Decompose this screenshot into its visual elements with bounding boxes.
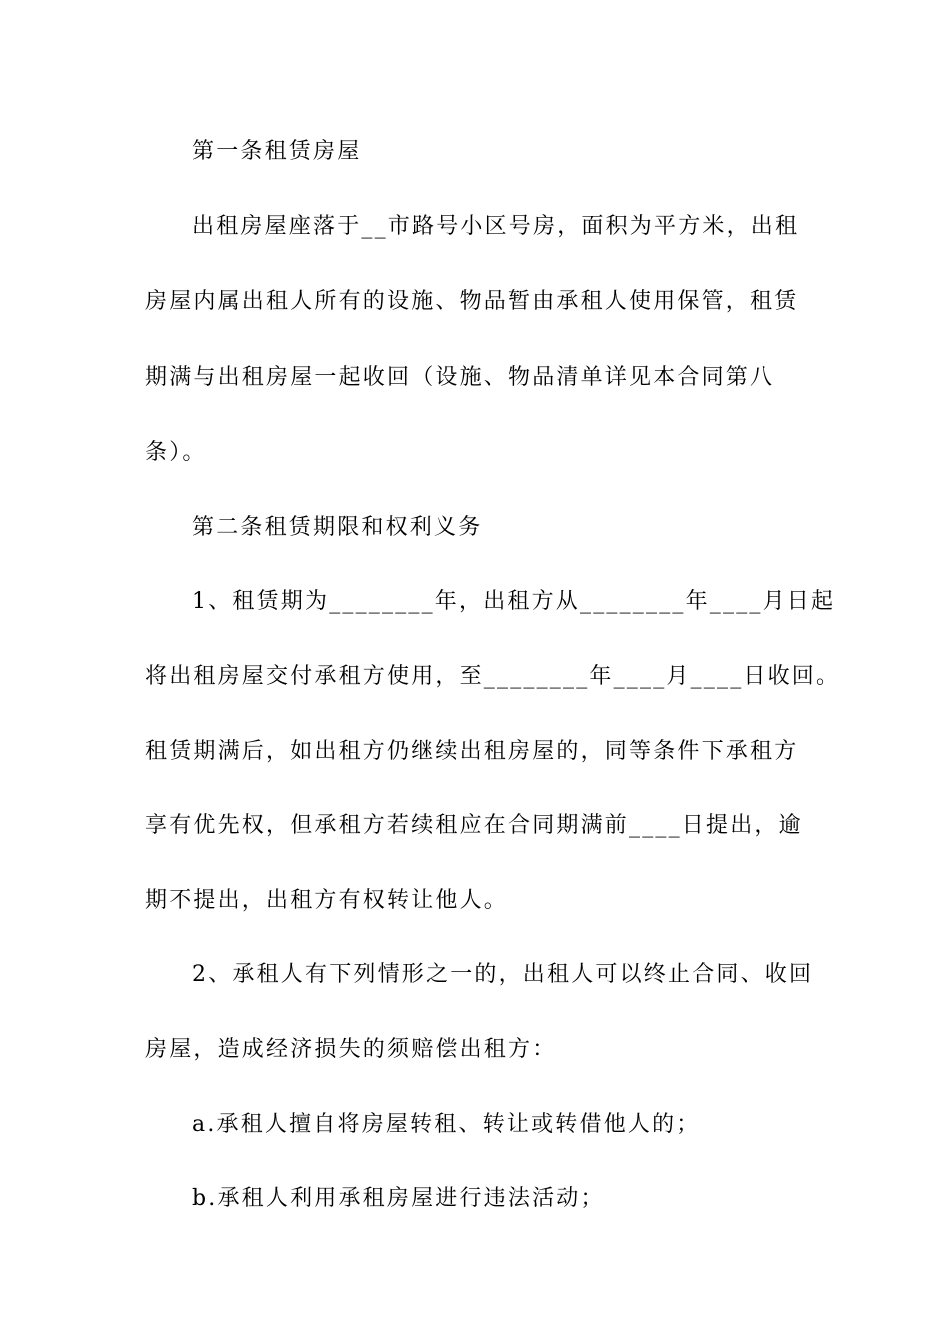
paragraph-line: 房屋，造成经济损失的须赔偿出租方： [145,1037,557,1062]
paragraph-line: 享有优先权，但承租方若续租应在合同期满前____日提出，逾 [145,813,803,838]
article-two-heading: 第二条租赁期限和权利义务 [192,515,483,540]
article-one-heading: 第一条租赁房屋 [192,139,362,164]
paragraph-line: 房屋内属出租人所有的设施、物品暂由承租人使用保管，租赁 [145,289,799,314]
list-item: b.承租人利用承租房屋进行违法活动； [192,1186,605,1211]
paragraph-line: 租赁期满后，如出租方仍继续出租房屋的，同等条件下承租方 [145,739,799,764]
paragraph-line: 出租房屋座落于__市路号小区号房，面积为平方米，出租 [192,214,800,239]
paragraph-line: 将出租房屋交付承租方使用，至________年____月____日收回。 [145,664,841,689]
paragraph-line: 期满与出租房屋一起收回（设施、物品清单详见本合同第八 [145,365,775,390]
paragraph-line: 1、租赁期为________年，出租方从________年____月日起 [192,589,836,614]
paragraph-line: 期不提出，出租方有权转让他人。 [145,888,509,913]
list-item: a.承租人擅自将房屋转租、转让或转借他人的； [192,1112,701,1137]
paragraph-line: 2、承租人有下列情形之一的，出租人可以终止合同、收回 [192,962,814,987]
paragraph-line: 条）。 [145,440,207,465]
